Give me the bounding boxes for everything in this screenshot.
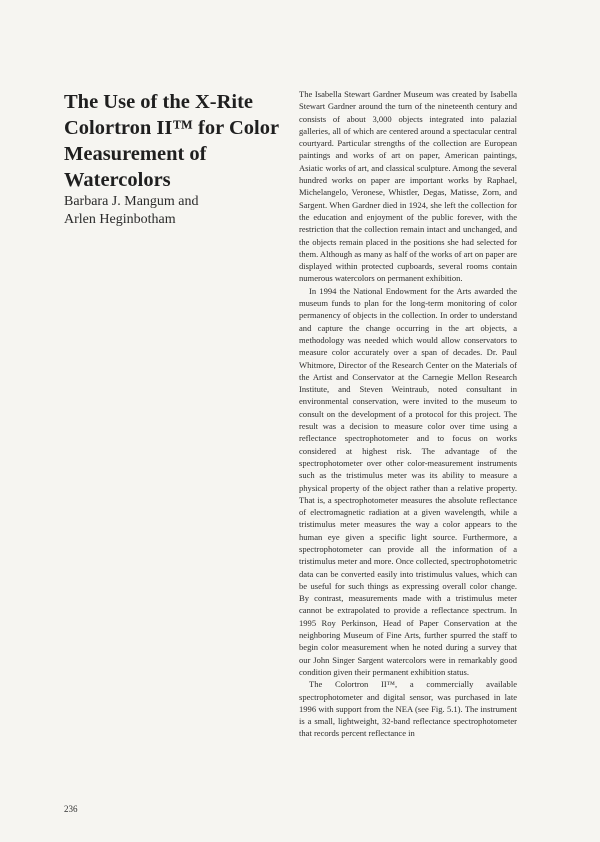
paragraph: In 1994 the National Endowment for the Arts awarded the museum funds to plan for the long-term monitoring of color permanency of objects in the collection. In order to understand and capture the change occurring in the art objects, a methodology was needed which would allow conservators to measure color accurately over a span of decades. Dr. Paul Whitmore, Director of the Research Center on the Materials of the Artist and Conservator at the Carnegie Mellon Research Institute, and Steven Weintraub, noted consultant in environmental conservation, were invited to the museum to consult on the development of a protocol for this project. The result was a decision to measure color over time using a reflectance spectrophotometer and to focus on works considered at highest risk. The advantage of the spectrophotometer over other color-measurement instruments such as the tristimulus meter was its ability to measure a physical property of the object rather than a relative property. That is, a spectrophotometer measures the absolute reflectance of electromagnetic radiation at a given wavelength, while a tristimulus meter measures the way a color appears to the human eye given a specific light source. Furthermore, a spectrophotometer can provide all the information of a tristimulus meter and more. Once collected, spectrophotometric data can be converted easily into tristimulus values, which can be useful for such things as expressing overall color change. By contrast, measurements made with a tristimulus meter cannot be extrapolated to provide a reflectance spectrum. In 1995 Roy Perkinson, Head of Paper Conservation at the neighboring Museum of Fine Arts, further spurred the staff to begin color measurement when he noted during a survey that our John Singer Sargent watercolors were in remarkably good condition given their permanent exhibition status.	[299, 285, 517, 677]
body-text	[299, 88, 517, 740]
paragraph: The Colortron II™, a commercially available spectrophotometer and digital sensor, was purchased in late 1996 with support from the NEA (see Fig. 5.1). The instrument is a small, lightweight, 32-band reflectance spectrophotometer that records percent reflectance in	[299, 679, 517, 739]
article-title: The Use of the X-Rite Colortron II™ for Color Measurement of Watercolors	[64, 91, 279, 191]
paragraph: The Isabella Stewart Gardner Museum was created by Isabella Stewart Gardner around the turn of the nineteenth century and consists of about 3,000 objects integrated into palazial galleries, all of which are centered around a spectacular central courtyard. Particular strengths of the collection are European paintings and works of art on paper, American paintings, Asiatic works of art, and classical sculpture. Among the several hundred works on paper are important works by Raphael, Michelangelo, Veronese, Whistler, Degas, Matisse, Zorn, and Sargent. When Gardner died in 1924, she left the collection for the education and enjoyment of the public forever, with the restriction that the collection remain intact and unchanged, and the objects remain placed in the positions she had selected for them. Although as many as half of the works of art on paper are displayed within protected cupboards, several rooms contain numerous watercolors on permanent exhibition.	[299, 89, 517, 284]
author-line: Arlen Heginbotham	[64, 212, 176, 227]
author-line: Barbara J. Mangum and	[64, 194, 199, 209]
page-number: 236	[64, 804, 78, 814]
authors	[64, 193, 284, 229]
